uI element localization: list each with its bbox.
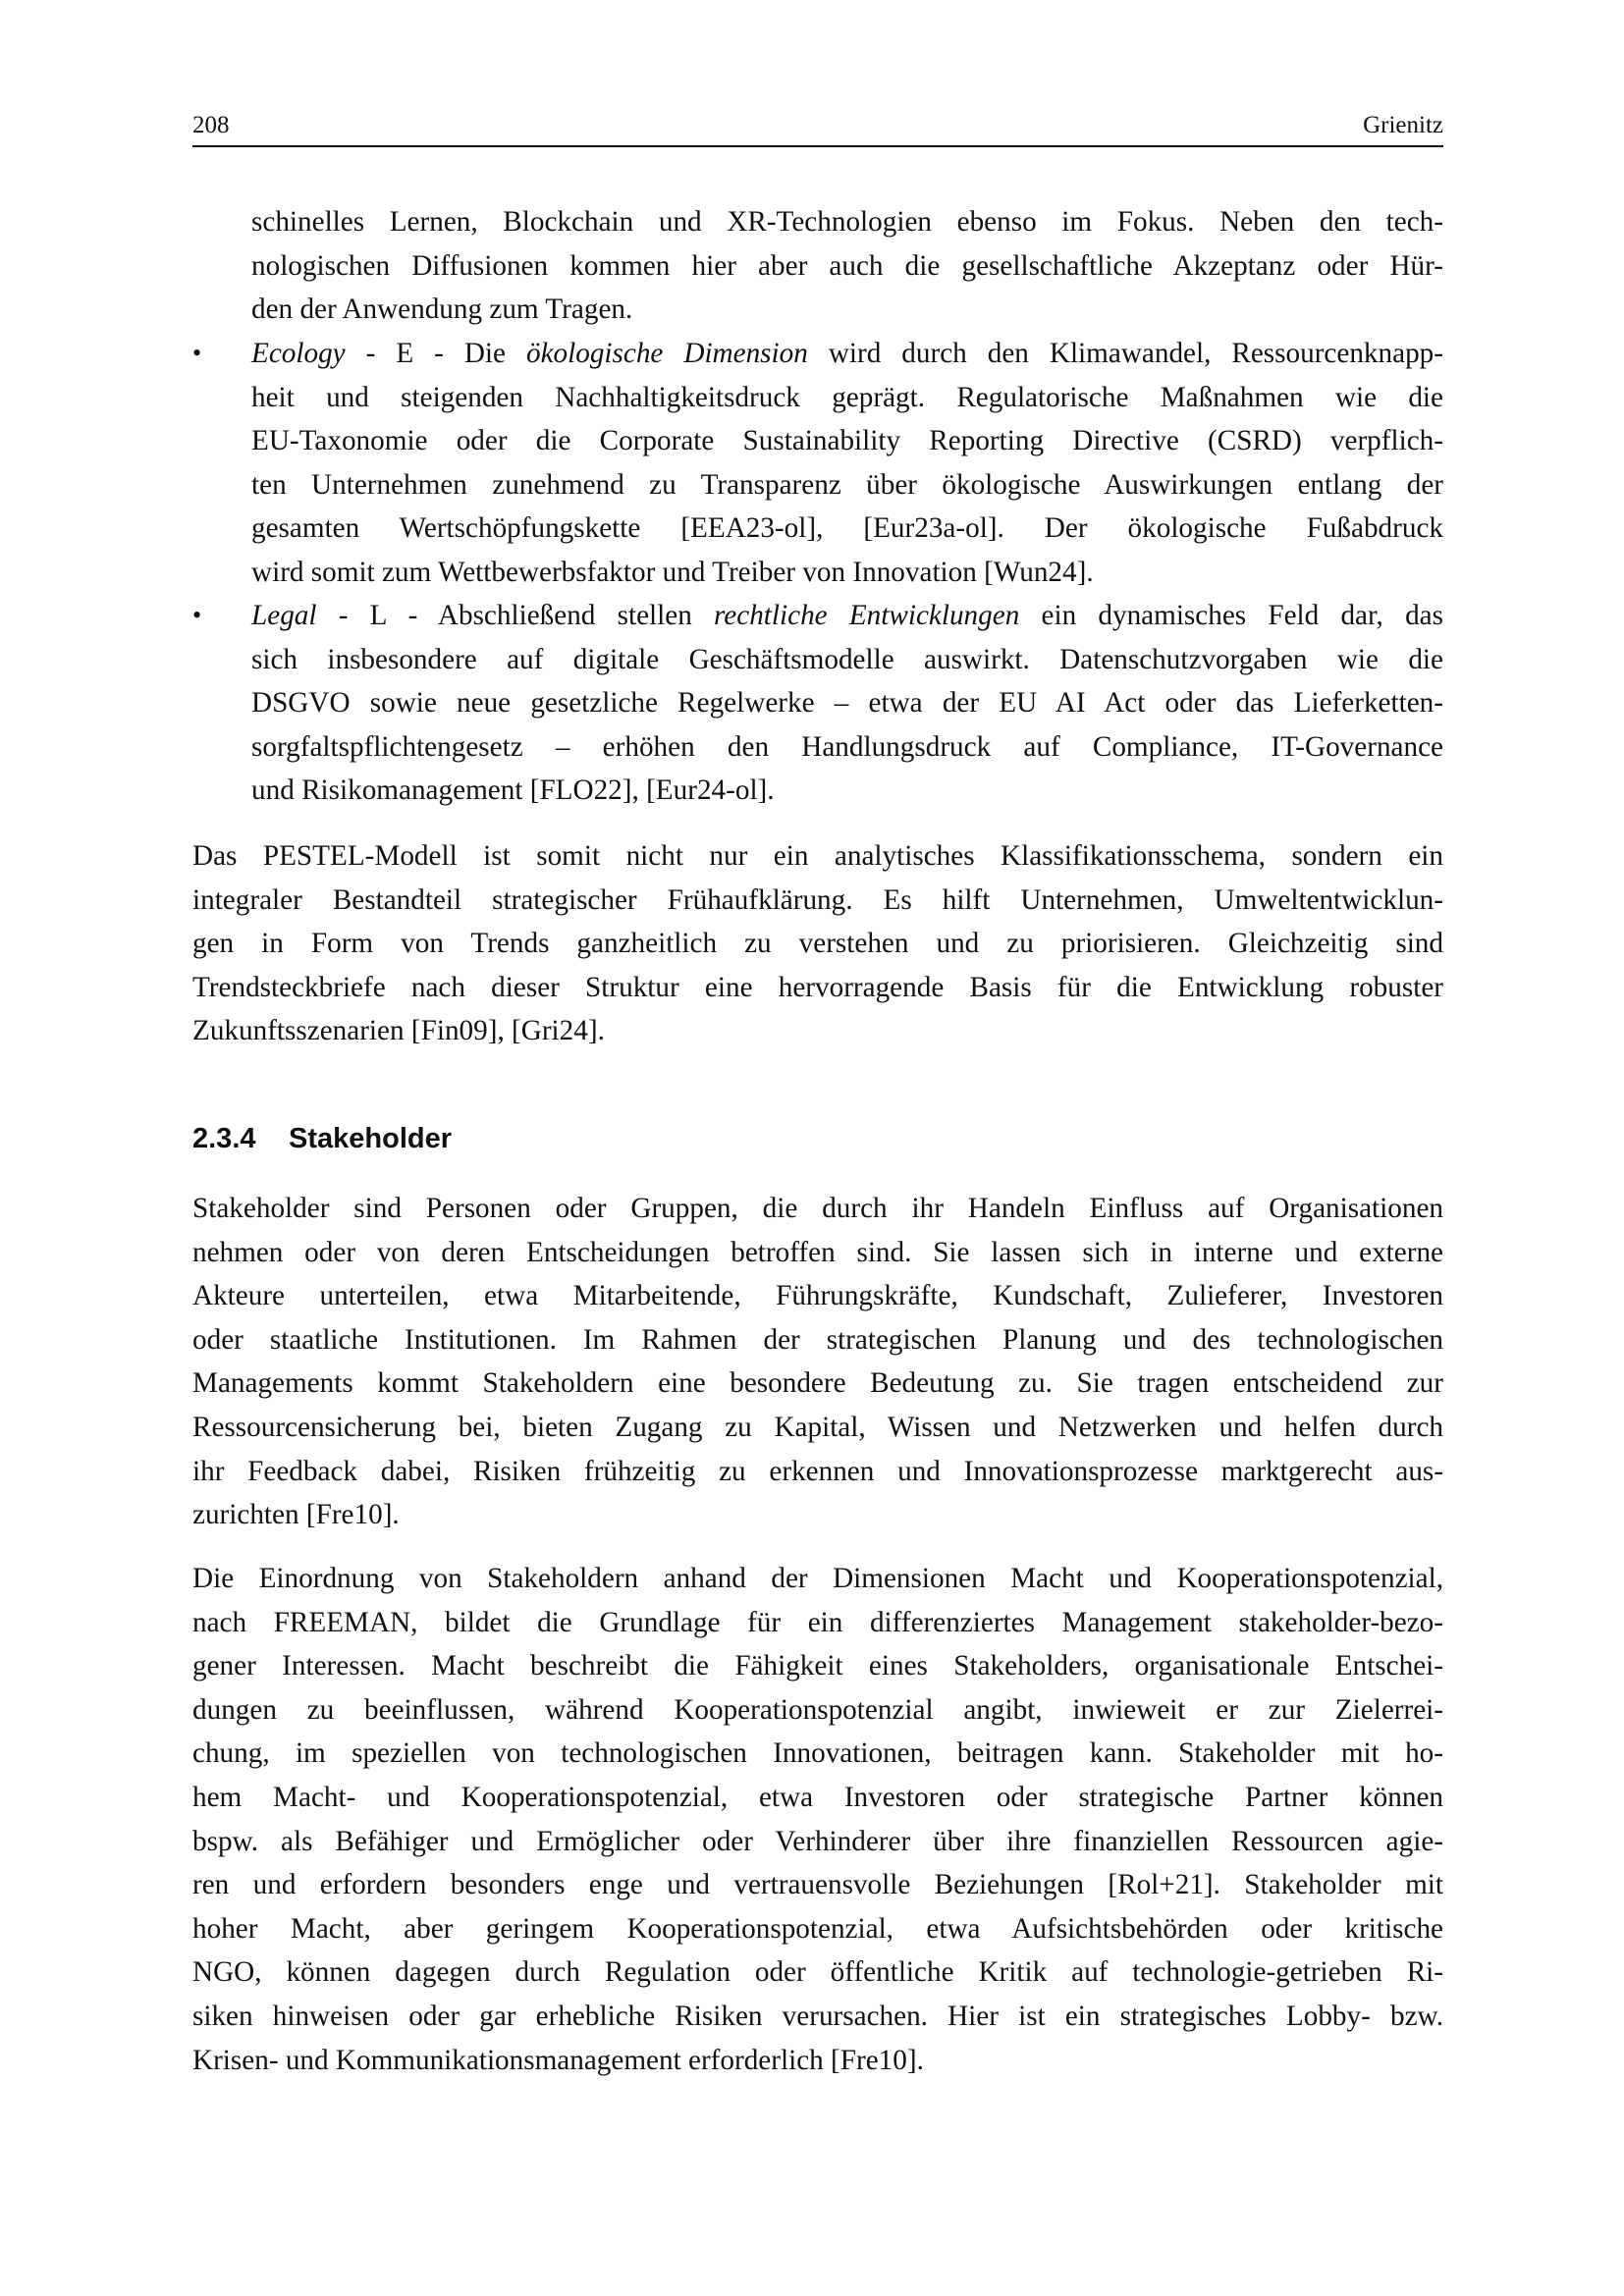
text-line: gen in Form von Trends ganzheitlich zu verstehen und zu priorisieren. Gleichzeitig sind: [192, 928, 1443, 960]
text-line: Ecology - E - Die ökologische Dimension wird durch den Klimawandel, Ressourcenknapp-: [251, 338, 1443, 369]
bullet-text: [251, 594, 1443, 813]
running-head-author: Grienitz: [1363, 112, 1443, 138]
text-line: sorgfaltspflichtengesetz – erhöhen den Handlungsdruck auf Compliance, IT-Governance: [251, 730, 1443, 763]
bullet-icon: •: [192, 339, 202, 367]
emphasis: rechtliche Entwicklungen: [714, 600, 1020, 631]
text-line: hem Macht- und Kooperationspotenzial, etwa Investoren oder strategische Partner können: [192, 1781, 1443, 1813]
bullet-icon: •: [192, 601, 202, 629]
term-legal: Legal: [251, 600, 317, 631]
text-line: nologischen Diffusionen kommen hier aber auch die gesellschaftliche Akzeptanz oder Hür-: [251, 249, 1443, 282]
text-line: nach FREEMAN, bildet die Grundlage für ein differenziertes Management stakeholder-bezo-: [192, 1606, 1443, 1638]
text-line: ten Unternehmen zunehmend zu Transparenz über ökologische Auswirkungen entlang der: [251, 468, 1443, 501]
running-header: [192, 110, 1443, 147]
text-line: EU-Taxonomie oder die Corporate Sustainability Reporting Directive (CSRD) verpflich-: [251, 425, 1443, 457]
emphasis: ökologische Dimension: [525, 338, 808, 369]
text-line: wird somit zum Wettbewerbsfaktor und Treiber von Innovation [Wun24].: [251, 556, 1094, 588]
text-line: Ressourcensicherung bei, bieten Zugang zu Kapital, Wissen und Netzwerken und helfen durch: [192, 1411, 1443, 1443]
text-line: den der Anwendung zum Tragen.: [251, 294, 633, 326]
text-line: chung, im speziellen von technologischen Innovationen, beitragen kann. Stakeholder mit ho-: [192, 1737, 1443, 1770]
text-line: gesamten Wertschöpfungskette [EEA23-ol], [Eur23a-ol]. Der ökologische Fußabdruck: [251, 512, 1443, 545]
text-line: oder staatliche Institutionen. Im Rahmen der strategischen Planung und des technologischen: [192, 1323, 1443, 1356]
term-ecology: Ecology: [251, 338, 346, 369]
text-line: Stakeholder sind Personen oder Gruppen, die durch ihr Handeln Einfluss auf Organisationen: [192, 1193, 1443, 1224]
text-line: Trendsteckbriefe nach dieser Struktur eine hervorragende Basis für die Entwicklung robuster: [192, 971, 1443, 1003]
text-line: ihr Feedback dabei, Risiken frühzeitig zu erkennen und Innovationsprozesse marktgerecht aus-: [192, 1455, 1443, 1487]
text-line: DSGVO sowie neue gesetzliche Regelwerke – etwa der EU AI Act oder das Lieferketten-: [251, 687, 1443, 720]
section-heading: [192, 1123, 452, 1155]
page-number: 208: [192, 112, 230, 138]
continuation-paragraph: [251, 200, 1443, 332]
text-line: Managements kommt Stakeholdern eine besondere Bedeutung zu. Sie tragen entscheidend zur: [192, 1367, 1443, 1400]
stakeholder-paragraph-2: [192, 1557, 1443, 2082]
text-line: NGO, können dagegen durch Regulation oder öffentliche Kritik auf technologie-getrieben Ri-: [192, 1956, 1443, 1989]
text-line: bspw. als Befähiger und Ermöglicher oder Verhinderer über ihre finanziellen Ressourcen agie-: [192, 1825, 1443, 1857]
text-line: hoher Macht, aber geringem Kooperationspotenzial, etwa Aufsichtsbehörden oder kritische: [192, 1912, 1443, 1945]
section-title: Stakeholder: [289, 1123, 452, 1154]
stakeholder-paragraph-1: [192, 1187, 1443, 1537]
text-line: und Risikomanagement [FLO22], [Eur24-ol].: [251, 774, 775, 807]
text-line: Das PESTEL-Modell ist somit nicht nur ein analytisches Klassifikationsschema, sondern ein: [192, 840, 1443, 872]
text-line: nehmen oder von deren Entscheidungen betroffen sind. Sie lassen sich in interne und externe: [192, 1236, 1443, 1268]
text-line: Akteure unterteilen, etwa Mitarbeitende, Führungskräfte, Kundschaft, Zulieferer, Investoren: [192, 1280, 1443, 1312]
text-line: schinelles Lernen, Blockchain und XR-Technologien ebenso im Fokus. Neben den tech-: [251, 206, 1443, 238]
bullet-text: [251, 332, 1443, 595]
text-line: Krisen- und Kommunikationsmanagement erforderlich [Fre10].: [192, 2044, 924, 2076]
text-line: Die Einordnung von Stakeholdern anhand der Dimensionen Macht und Kooperationspotenzial,: [192, 1563, 1443, 1594]
text-line: Legal - L - Abschließend stellen rechtliche Entwicklungen ein dynamisches Feld dar, das: [251, 600, 1443, 631]
text-line: Zukunftsszenarien [Fin09], [Gri24].: [192, 1015, 605, 1047]
text-line: dungen zu beeinflussen, während Kooperationspotenzial angibt, inwieweit er zur Zielerrei-: [192, 1693, 1443, 1726]
text-line: integraler Bestandteil strategischer Frühaufklärung. Es hilft Unternehmen, Umweltentwicklun-: [192, 883, 1443, 916]
text-line: zurichten [Fre10].: [192, 1499, 400, 1531]
section-number: 2.3.4: [192, 1123, 256, 1154]
text-line: heit und steigenden Nachhaltigkeitsdruck geprägt. Regulatorische Maßnahmen wie die: [251, 381, 1443, 413]
text-line: sich insbesondere auf digitale Geschäftsmodelle auswirkt. Datenschutzvorgaben wie die: [251, 643, 1443, 675]
text-line: ren und erfordern besonders enge und vertrauensvolle Beziehungen [Rol+21]. Stakeholder mit: [192, 1869, 1443, 1901]
text-line: gener Interessen. Macht beschreibt die Fähigkeit eines Stakeholders, organisationale Entschei-: [192, 1650, 1443, 1682]
pestel-paragraph: [192, 834, 1443, 1053]
text-line: siken hinweisen oder gar erhebliche Risiken verursachen. Hier ist ein strategisches Lobby- bzw.: [192, 2000, 1443, 2032]
